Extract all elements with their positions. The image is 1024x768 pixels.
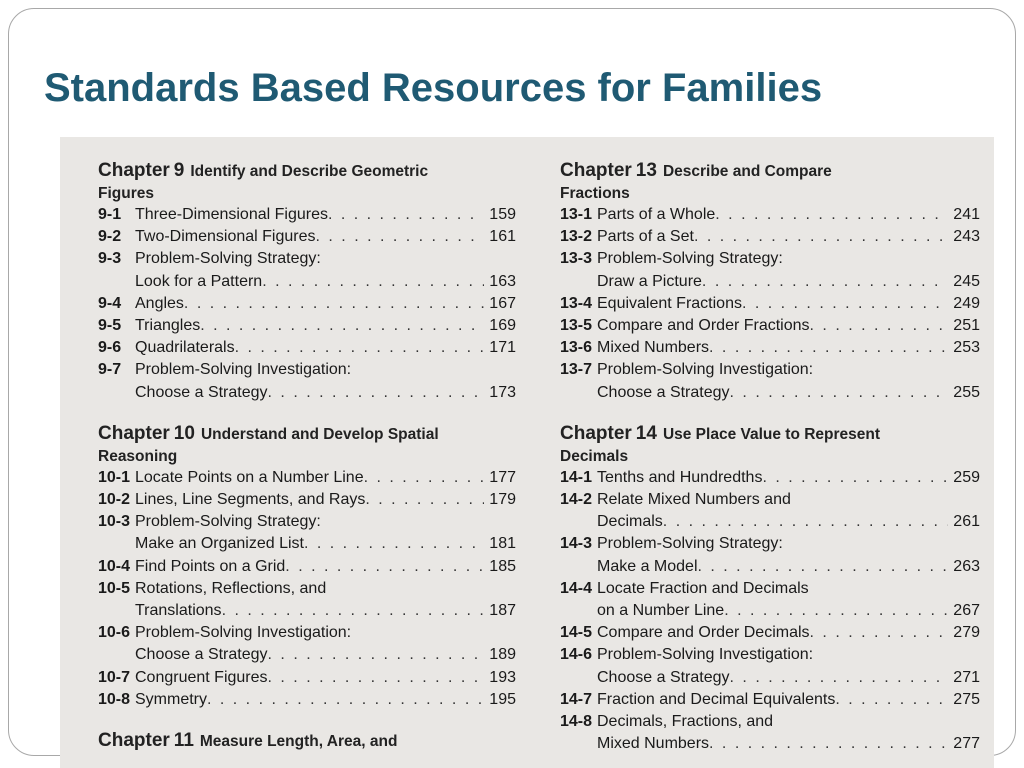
lesson-title-wrap (135, 533, 484, 555)
lesson-title: Decimals, Fractions, and (597, 713, 774, 731)
page-number (484, 578, 516, 600)
lesson-title-wrap (597, 689, 948, 711)
lesson-title-wrap (597, 382, 948, 404)
dot-leader (285, 556, 484, 578)
chapter-topic: Describe and Compare (662, 163, 832, 180)
toc-entry (560, 337, 980, 359)
page-number (948, 578, 980, 600)
lesson-title-wrap (597, 315, 948, 337)
lesson-title-wrap (135, 204, 484, 226)
table-of-contents-scan (60, 137, 994, 768)
dot-leader (200, 315, 484, 337)
chapter-word: Chapter (98, 422, 170, 444)
lesson-title: Translations (135, 602, 222, 620)
page-number: 253 (953, 339, 980, 357)
dot-leader (742, 293, 948, 315)
lesson-number: 10-2 (98, 491, 131, 509)
toc-entry (98, 689, 516, 711)
toc-entry (98, 467, 516, 489)
toc-entry (560, 556, 980, 578)
dot-leader (709, 337, 948, 359)
lesson-number: 14-4 (560, 579, 593, 597)
lesson-title: Congruent Figures (135, 668, 268, 686)
lesson-title-wrap (135, 382, 484, 404)
dot-leader (207, 689, 484, 711)
page-number: 159 (489, 206, 516, 223)
page-number: 277 (953, 735, 980, 753)
lesson-title: Locate Points on a Number Line (135, 468, 364, 486)
page-number: 171 (489, 339, 516, 357)
chapter-topic: Understand and Develop Spatial (200, 425, 439, 443)
lesson-number: 9-1 (98, 206, 122, 223)
lesson-number: 14-5 (560, 624, 593, 642)
lesson-title-wrap (597, 644, 948, 666)
toc-entry (560, 359, 980, 381)
lesson-title-wrap (597, 248, 948, 270)
chapter-heading (560, 159, 980, 204)
page-number: 185 (489, 557, 516, 575)
lesson-title: Problem-Solving Strategy: (597, 250, 783, 268)
lesson-title: Problem-Solving Investigation: (597, 361, 814, 379)
page-number: 195 (489, 690, 516, 708)
dot-leader (762, 467, 948, 489)
toc-entry (98, 511, 516, 533)
dot-leader (709, 733, 948, 755)
lesson-title: Choose a Strategy (597, 668, 730, 686)
lesson-number: 10-5 (98, 579, 131, 597)
lesson-title: Mixed Numbers (597, 339, 710, 357)
toc-entry (98, 556, 516, 578)
lesson-title: Problem-Solving Strategy: (597, 535, 783, 553)
page-number (948, 248, 980, 270)
lesson-title: Quadrilaterals (135, 339, 235, 357)
lesson-title-wrap (597, 667, 948, 689)
lesson-title-wrap (135, 622, 484, 644)
dot-leader (810, 622, 948, 644)
lesson-title: Tenths and Hundredths (597, 468, 763, 486)
dot-leader (268, 382, 484, 404)
page-number (484, 622, 516, 644)
dot-leader (663, 511, 948, 533)
dot-leader (724, 600, 948, 622)
lesson-number: 14-1 (560, 468, 593, 486)
lesson-title: Compare and Order Decimals (597, 624, 810, 642)
lesson-number: 9-5 (98, 317, 122, 335)
dot-leader (835, 689, 948, 711)
page-number: 241 (953, 206, 980, 223)
lesson-title-wrap (135, 337, 484, 359)
page-number: 261 (953, 513, 980, 531)
page-number: 245 (953, 272, 980, 290)
lesson-title: Triangles (135, 317, 201, 335)
dot-leader (694, 226, 948, 248)
lesson-number: 13-7 (560, 361, 593, 379)
lesson-title-wrap (135, 293, 484, 315)
toc-entry (560, 578, 980, 600)
dot-leader (222, 600, 484, 622)
page-number (484, 248, 516, 270)
chapter-topic: Identify and Describe Geometric (190, 163, 429, 180)
lesson-number: 9-2 (98, 228, 122, 246)
lesson-title-wrap (135, 248, 484, 270)
toc-entry (560, 733, 980, 755)
page-number: 187 (489, 602, 516, 620)
lesson-title: Choose a Strategy (597, 383, 730, 401)
lesson-title: Problem-Solving Investigation: (135, 624, 352, 642)
lesson-number: 10-6 (98, 624, 131, 642)
lesson-title: Rotations, Reflections, and (135, 579, 327, 597)
chapter-number: 13 (635, 160, 657, 181)
lesson-title-wrap (135, 511, 484, 533)
page-number: 279 (953, 624, 980, 642)
page-number: 177 (489, 468, 516, 486)
lesson-title: Equivalent Fractions (597, 294, 742, 312)
toc-entry (560, 667, 980, 689)
page-number: 181 (489, 535, 516, 553)
lesson-number: 10-8 (98, 690, 131, 708)
lesson-title: Parts of a Set (597, 228, 694, 246)
lesson-title: Decimals (597, 513, 663, 531)
chapter-heading (98, 729, 516, 754)
dot-leader (304, 533, 484, 555)
lesson-number: 14-8 (560, 713, 593, 731)
chapter-topic-continued: Fractions (560, 185, 630, 202)
toc-entry (98, 337, 516, 359)
toc-entry (98, 248, 516, 270)
lesson-title: Choose a Strategy (135, 383, 268, 401)
lesson-title-wrap (135, 667, 484, 689)
lesson-title: Symmetry (135, 690, 207, 708)
lesson-title-wrap (597, 226, 948, 248)
toc-entry (560, 600, 980, 622)
toc-entry (98, 533, 516, 555)
lesson-number: 14-2 (560, 491, 593, 509)
lesson-title: Relate Mixed Numbers and (597, 491, 791, 509)
lesson-title-wrap (135, 467, 484, 489)
lesson-number: 14-3 (560, 535, 593, 553)
page-number (948, 711, 980, 733)
toc-entry (98, 600, 516, 622)
lesson-title-wrap (135, 578, 484, 600)
lesson-title-wrap (597, 271, 948, 293)
lesson-number: 13-3 (560, 250, 593, 268)
lesson-title: Problem-Solving Strategy: (135, 513, 321, 531)
toc-entry (98, 359, 516, 381)
chapter-word: Chapter (560, 160, 632, 181)
lesson-title-wrap (135, 644, 484, 666)
lesson-number: 9-7 (98, 361, 122, 379)
lesson-title-wrap (597, 711, 948, 733)
lesson-title-wrap (135, 600, 484, 622)
lesson-number: 9-4 (98, 294, 122, 312)
dot-leader (316, 226, 484, 248)
dot-leader (268, 644, 484, 666)
toc-entry (98, 315, 516, 337)
lesson-title-wrap (135, 359, 484, 381)
lesson-title-wrap (135, 489, 484, 511)
lesson-title-wrap (597, 359, 948, 381)
lesson-title-wrap (135, 689, 484, 711)
dot-leader (810, 315, 948, 337)
toc-entry (560, 382, 980, 404)
toc-entry (560, 511, 980, 533)
lesson-title: Look for a Pattern (135, 272, 263, 290)
lesson-title-wrap (597, 578, 948, 600)
slide-title: Standards Based Resources for Families (44, 66, 823, 110)
toc-entry (98, 204, 516, 226)
chapter-topic: Measure Length, Area, and (199, 733, 398, 751)
lesson-title: Find Points on a Grid (135, 557, 286, 575)
chapter-word: Chapter (560, 422, 632, 444)
lesson-number: 10-4 (98, 557, 131, 575)
dot-leader (365, 489, 484, 511)
chapter-section (98, 159, 516, 404)
page-number: 249 (953, 294, 980, 312)
lesson-number: 13-5 (560, 317, 593, 335)
chapter-heading (560, 422, 980, 467)
lesson-title: Two-Dimensional Figures (135, 228, 316, 246)
page-number: 167 (489, 294, 516, 312)
lesson-number: 13-2 (560, 228, 593, 246)
chapter-topic-continued: Decimals (560, 447, 629, 465)
chapter-number: 9 (173, 160, 185, 181)
toc-entry (560, 622, 980, 644)
lesson-title: Problem-Solving Investigation: (135, 361, 352, 379)
chapter-topic-continued: Figures (98, 185, 154, 202)
page-number: 255 (953, 383, 980, 401)
chapter-heading (98, 159, 516, 204)
toc-entry (98, 271, 516, 293)
lesson-title: on a Number Line (597, 602, 725, 620)
lesson-title-wrap (135, 271, 484, 293)
toc-entry (560, 226, 980, 248)
lesson-number: 13-4 (560, 294, 593, 312)
chapter-section (560, 422, 980, 756)
toc-entry (560, 711, 980, 733)
lesson-number: 14-6 (560, 646, 593, 664)
chapter-section (98, 422, 516, 711)
page-number: 193 (489, 668, 516, 686)
lesson-number: 10-3 (98, 513, 131, 531)
lesson-title: Choose a Strategy (135, 646, 268, 664)
page-number (484, 359, 516, 381)
chapter-topic-continued: Reasoning (98, 447, 178, 465)
toc-right-column (560, 159, 980, 768)
dot-leader (698, 556, 949, 578)
page-number: 267 (953, 602, 980, 620)
page-number: 243 (953, 228, 980, 246)
lesson-title-wrap (597, 511, 948, 533)
lesson-title: Locate Fraction and Decimals (597, 579, 809, 597)
lesson-title-wrap (597, 293, 948, 315)
toc-entry (560, 204, 980, 226)
lesson-number: 13-6 (560, 339, 593, 357)
lesson-title: Lines, Line Segments, and Rays (135, 491, 366, 509)
toc-entry (560, 293, 980, 315)
dot-leader (730, 667, 948, 689)
dot-leader (702, 271, 948, 293)
page-number: 169 (489, 317, 516, 335)
page-number (948, 489, 980, 511)
lesson-number: 9-3 (98, 250, 122, 268)
lesson-title-wrap (135, 556, 484, 578)
chapter-number: 11 (173, 730, 194, 752)
toc-entry (560, 489, 980, 511)
lesson-number: 14-7 (560, 690, 593, 708)
dot-leader (262, 271, 484, 293)
lesson-title: Parts of a Whole (597, 206, 716, 223)
toc-entry (98, 578, 516, 600)
lesson-title-wrap (597, 600, 948, 622)
lesson-title-wrap (135, 226, 484, 248)
toc-entry (98, 622, 516, 644)
toc-entry (98, 226, 516, 248)
chapter-word: Chapter (98, 730, 170, 752)
toc-entry (98, 489, 516, 511)
chapter-section (98, 729, 516, 754)
toc-entry (560, 248, 980, 270)
dot-leader (730, 382, 948, 404)
lesson-title: Problem-Solving Strategy: (135, 250, 321, 268)
toc-entry (560, 315, 980, 337)
toc-entry (560, 533, 980, 555)
page-number: 259 (953, 468, 980, 486)
lesson-title-wrap (597, 467, 948, 489)
lesson-title: Angles (135, 294, 184, 312)
dot-leader (328, 204, 484, 226)
chapter-section (560, 159, 980, 404)
page-number: 275 (953, 690, 980, 708)
lesson-title: Three-Dimensional Figures (135, 206, 328, 223)
lesson-title-wrap (135, 315, 484, 337)
toc-entry (98, 382, 516, 404)
lesson-number: 10-1 (98, 468, 131, 486)
lesson-title-wrap (597, 489, 948, 511)
dot-leader (184, 293, 484, 315)
page-number: 251 (953, 317, 980, 335)
dot-leader (715, 204, 948, 226)
page-number: 263 (953, 557, 980, 575)
page-number (948, 644, 980, 666)
lesson-title: Make an Organized List (135, 535, 304, 553)
toc-entry (560, 467, 980, 489)
lesson-title: Draw a Picture (597, 272, 702, 290)
toc-entry (560, 644, 980, 666)
page-number: 271 (953, 668, 980, 686)
page-number: 161 (489, 228, 516, 246)
lesson-title: Fraction and Decimal Equivalents (597, 690, 836, 708)
page-number: 179 (489, 491, 516, 509)
chapter-word: Chapter (98, 160, 170, 181)
dot-leader (268, 667, 484, 689)
dot-leader (364, 467, 484, 489)
page-number: 189 (489, 646, 516, 664)
lesson-title: Problem-Solving Investigation: (597, 646, 814, 664)
lesson-title-wrap (597, 533, 948, 555)
lesson-title-wrap (597, 556, 948, 578)
page-number (948, 533, 980, 555)
page-number (484, 511, 516, 533)
toc-entry (560, 689, 980, 711)
dot-leader (235, 337, 484, 359)
toc-entry (560, 271, 980, 293)
chapter-number: 10 (173, 422, 195, 444)
lesson-title: Make a Model (597, 557, 698, 575)
chapter-heading (98, 422, 516, 467)
chapter-topic: Use Place Value to Represent (662, 425, 881, 443)
toc-left-column (98, 159, 516, 768)
page-number: 163 (489, 272, 516, 290)
lesson-number: 9-6 (98, 339, 122, 357)
lesson-title-wrap (597, 622, 948, 644)
toc-entry (98, 644, 516, 666)
lesson-title-wrap (597, 733, 948, 755)
toc-entry (98, 667, 516, 689)
page-number (948, 359, 980, 381)
lesson-number: 13-1 (560, 206, 593, 223)
lesson-title: Mixed Numbers (597, 735, 710, 753)
lesson-title-wrap (597, 204, 948, 226)
toc-entry (98, 293, 516, 315)
lesson-title: Compare and Order Fractions (597, 317, 810, 335)
lesson-title-wrap (597, 337, 948, 359)
lesson-number: 10-7 (98, 668, 131, 686)
page-number: 173 (489, 383, 516, 401)
chapter-number: 14 (635, 422, 657, 444)
